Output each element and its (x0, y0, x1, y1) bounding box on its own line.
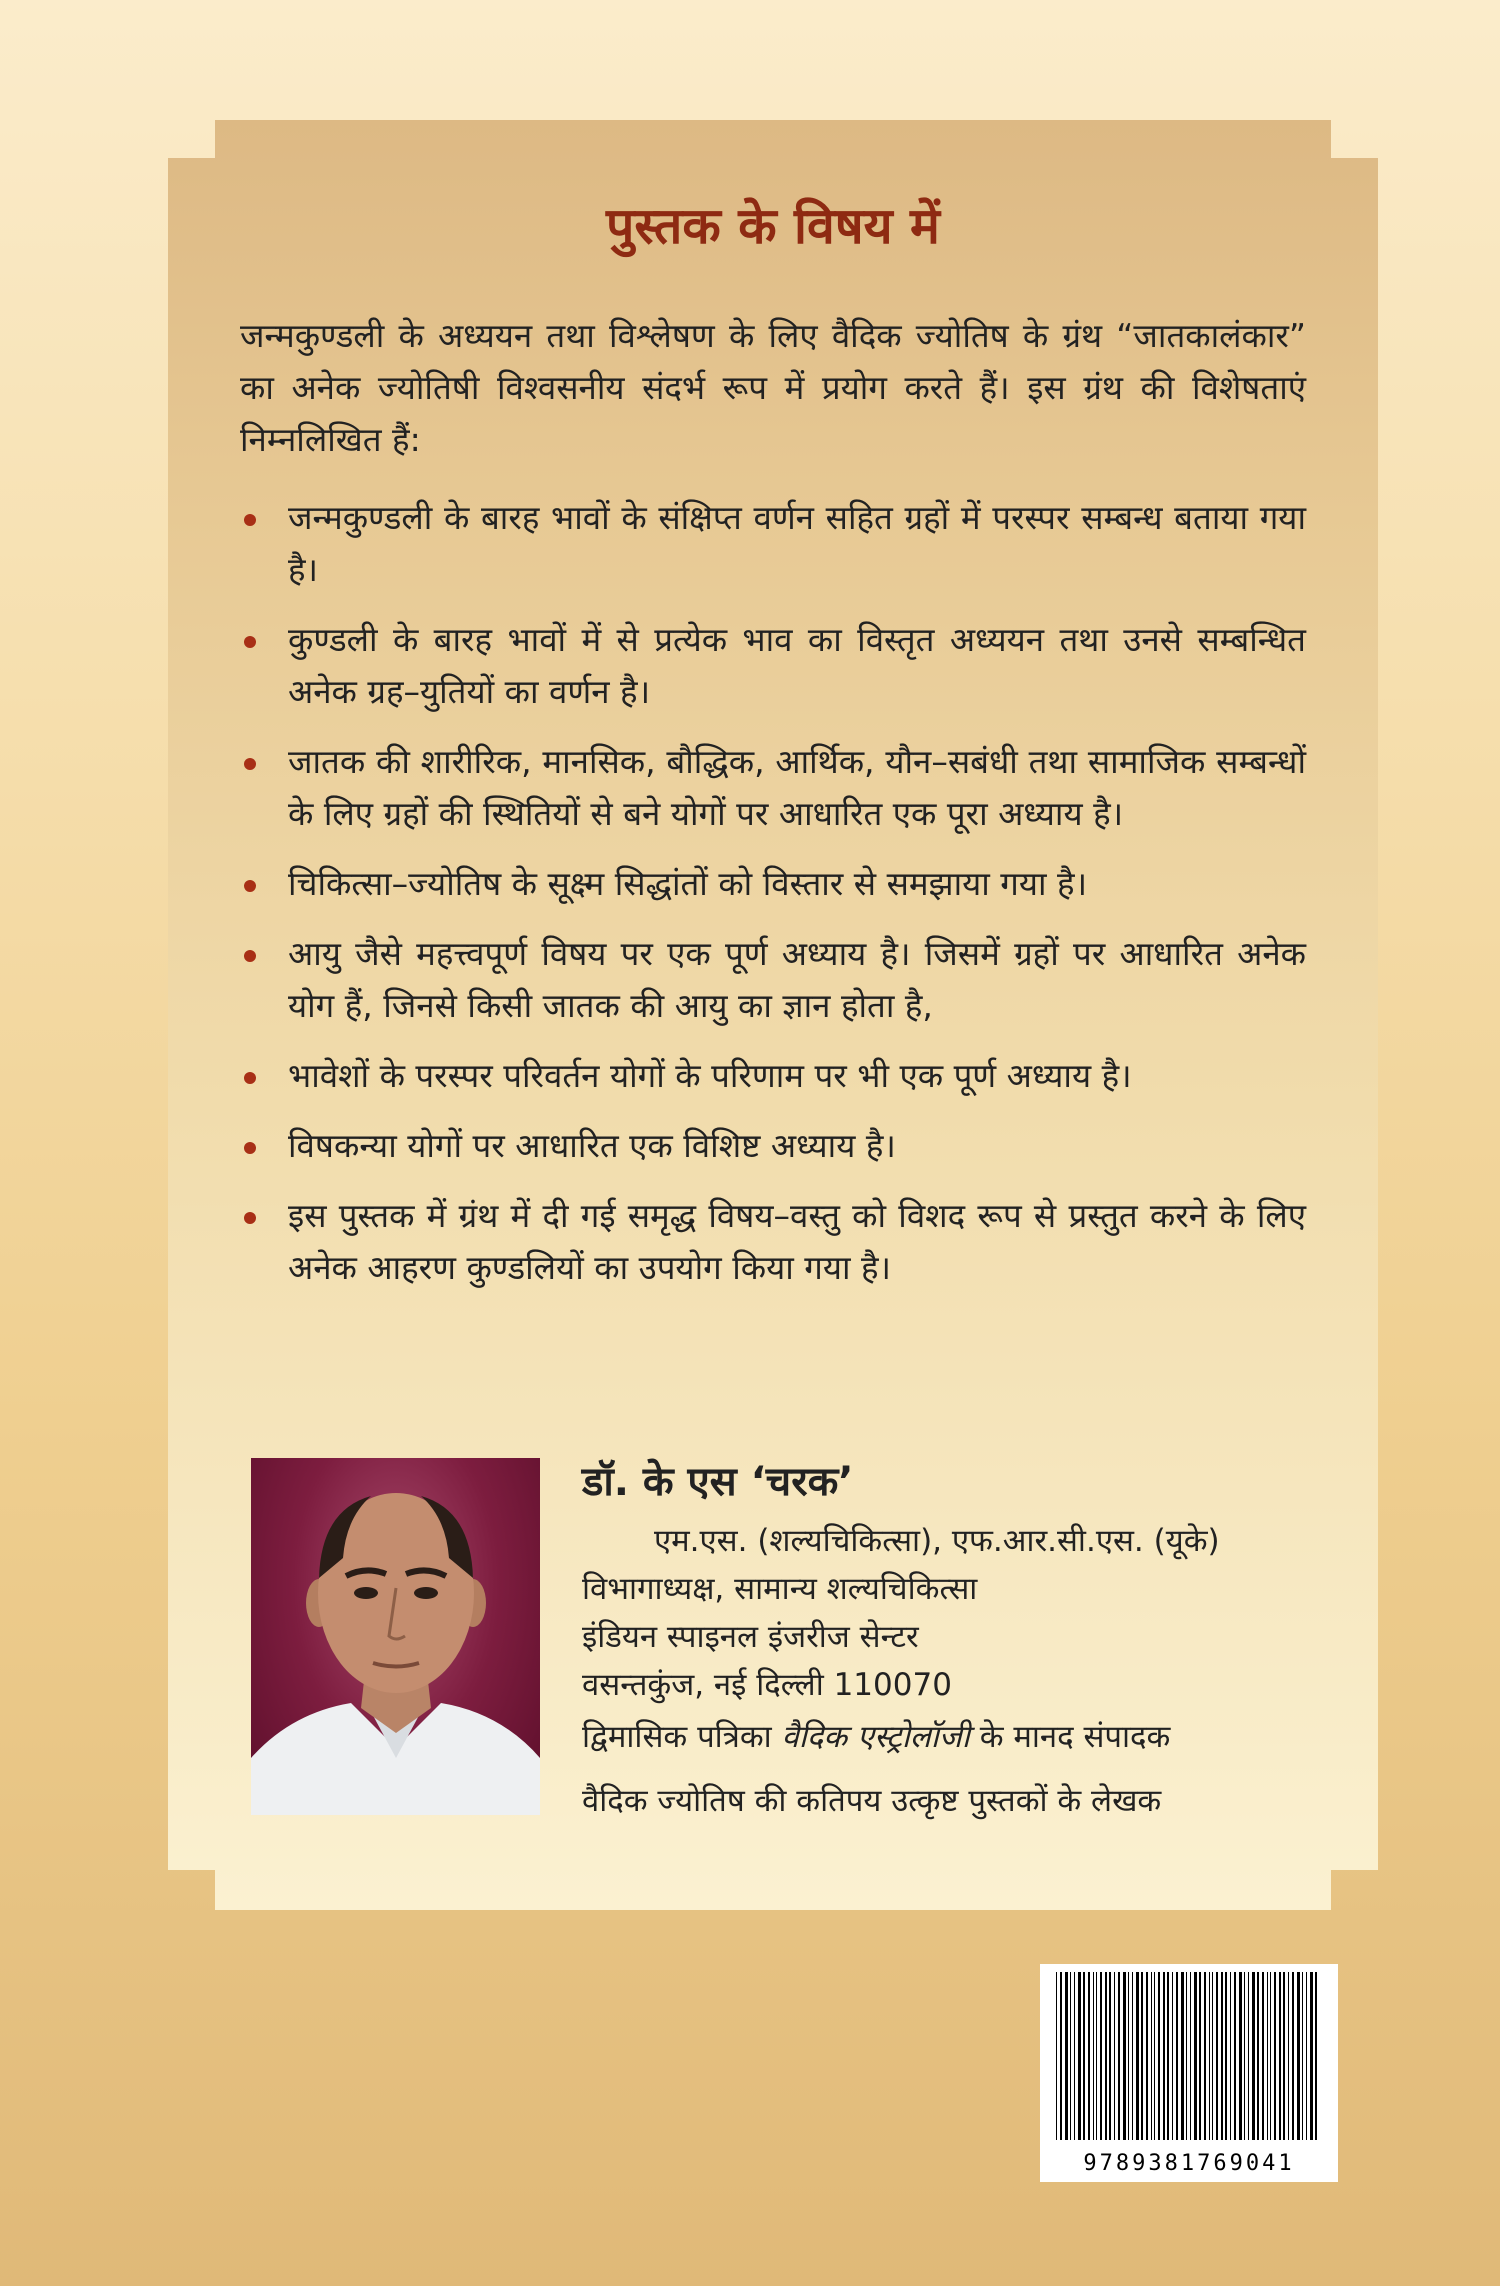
isbn-number: 9789381769041 (1083, 2151, 1295, 2176)
barcode-bar (1194, 1972, 1197, 2140)
list-item-text: चिकित्सा–ज्योतिष के सूक्ष्म सिद्धांतों को विस्तार से समझाया गया है। (288, 864, 1088, 903)
barcode-bar (1146, 1972, 1148, 2140)
list-item-text: आयु जैसे महत्त्वपूर्ण विषय पर एक पूर्ण अध्याय है। जिसमें ग्रहों पर आधारित अनेक योग हैं, जिनसे किसी जातक की आयु का ज्ञान होता है, (288, 934, 1306, 1025)
magazine-suffix: के मानद संपादक (979, 1719, 1171, 1755)
list-item-text: विषकन्या योगों पर आधारित एक विशिष्ट अध्याय है। (288, 1126, 896, 1165)
barcode-bar (1088, 1972, 1090, 2140)
barcode-bar (1065, 1972, 1068, 2140)
barcode-bar (1181, 1972, 1184, 2140)
barcode-bar (1262, 1972, 1264, 2140)
barcode-bar (1288, 1972, 1289, 2140)
magazine-prefix: द्विमासिक पत्रिका (582, 1719, 772, 1755)
author-institute: इंडियन स्पाइनल इंजरीज सेन्टर (582, 1619, 919, 1655)
barcode-bar (1123, 1972, 1126, 2140)
bullet-icon (244, 636, 256, 648)
barcode-bar (1070, 1972, 1071, 2140)
bullet-icon (244, 1072, 256, 1084)
barcode-bar (1239, 1972, 1242, 2140)
barcode-bar (1216, 1972, 1218, 2140)
list-item-text: कुण्डली के बारह भावों में से प्रत्येक भाव का विस्तृत अध्ययन तथा उनसे सम्बन्धित अनेक ग्रह–युतियों का वर्णन है। (288, 620, 1306, 711)
barcode-bar (1302, 1972, 1303, 2140)
list-item-text: जातक की शारीरिक, मानसिक, बौद्धिक, आर्थिक, यौन–सबंधी तथा सामाजिक सम्बन्धों के लिए ग्रहों की स्थितियों से बने योगों पर आधारित एक पूरा अध्याय है। (288, 742, 1306, 833)
barcode-bar (1141, 1972, 1143, 2140)
author-info (582, 1452, 1342, 1825)
barcode-bar (1190, 1972, 1191, 2140)
barcode-bar (1100, 1972, 1102, 2140)
barcode-bar (1136, 1972, 1139, 2140)
barcode-bar (1151, 1972, 1152, 2140)
barcode-bar (1279, 1972, 1281, 2140)
barcode-bar (1128, 1972, 1129, 2140)
barcode-bar (1199, 1972, 1201, 2140)
barcode-bar (1083, 1972, 1085, 2140)
bullet-icon (244, 758, 256, 770)
barcode-bar (1274, 1972, 1276, 2140)
barcode-bar (1297, 1972, 1300, 2140)
barcode-bar (1244, 1972, 1245, 2140)
magazine-name: वैदिक एस्ट्रोलॉजी (781, 1719, 970, 1755)
barcode-bar (1186, 1972, 1187, 2140)
barcode-bar (1221, 1972, 1223, 2140)
barcode-bar (1315, 1972, 1317, 2140)
barcode-bar (1176, 1972, 1178, 2140)
barcode-bar (1292, 1972, 1294, 2140)
list-item (240, 928, 1306, 1032)
barcode-bar (1234, 1972, 1236, 2140)
author-name: डॉ. के एस ‘चरक’ (582, 1459, 854, 1505)
list-item-text: इस पुस्तक में ग्रंथ में दी गई समृद्ध विषय–वस्तु को विशद रूप से प्रस्तुत करने के लिए अनेक आहरण कुण्डलियों का उपयोग किया गया है। (288, 1196, 1306, 1287)
bullet-icon (244, 1142, 256, 1154)
bullet-icon (244, 1212, 256, 1224)
list-item (240, 1050, 1306, 1102)
barcode-bar (1132, 1972, 1133, 2140)
barcode-bar (1154, 1972, 1155, 2140)
author-position: विभागाध्यक्ष, सामान्य शल्यचिकित्सा (582, 1571, 978, 1607)
barcode-bar (1267, 1972, 1268, 2140)
list-item (240, 736, 1306, 840)
barcode-bar (1204, 1972, 1206, 2140)
barcode-bar (1270, 1972, 1271, 2140)
barcode-bar (1096, 1972, 1097, 2140)
barcode-bar (1056, 1972, 1057, 2140)
intro-paragraph: जन्मकुण्डली के अध्ययन तथा विश्लेषण के लिए वैदिक ज्योतिष के ग्रंथ “जातकालंकार” का अनेक ज्योतिषी विश्वसनीय संदर्भ रूप में प्रयोग करते हैं। इस ग्रंथ की विशेषताएं निम्नलिखित हैं: (240, 316, 1306, 459)
page-title: पुस्तक के विषय में (606, 197, 940, 255)
barcode-bar (1248, 1972, 1249, 2140)
barcode-bar (1060, 1972, 1062, 2140)
list-item-text: भावेशों के परस्पर परिवर्तन योगों के परिणाम पर भी एक पूर्ण अध्याय है। (288, 1056, 1132, 1095)
barcode-bar (1257, 1972, 1259, 2140)
list-item (240, 858, 1306, 910)
list-item (240, 1120, 1306, 1172)
barcode-bar (1093, 1972, 1094, 2140)
list-item (240, 614, 1306, 718)
barcode-bar (1167, 1972, 1169, 2140)
isbn-barcode (1040, 1964, 1338, 2182)
author-magazine (582, 1713, 1342, 1761)
barcode-bar (1283, 1972, 1285, 2140)
barcode-bar (1225, 1972, 1227, 2140)
barcode-bar (1163, 1972, 1165, 2140)
author-photo (251, 1458, 540, 1815)
barcode-bar (1230, 1972, 1231, 2140)
barcode-bar (1118, 1972, 1120, 2140)
author-address: वसन्तकुंज, नई दिल्ली 110070 (582, 1667, 952, 1703)
barcode-bar (1172, 1972, 1173, 2140)
barcode-bar (1306, 1972, 1307, 2140)
author-degrees: एम.एस. (शल्यचिकित्सा), एफ.आर.सी.एस. (यूके) (654, 1523, 1220, 1559)
barcode-bars (1054, 1972, 1324, 2140)
feature-list (240, 492, 1306, 1312)
barcode-bar (1105, 1972, 1107, 2140)
barcode-bar (1310, 1972, 1313, 2140)
barcode-bar (1212, 1972, 1213, 2140)
list-item-text: जन्मकुण्डली के बारह भावों के संक्षिप्त वर्णन सहित ग्रहों में परस्पर सम्बन्ध बताया गया है। (288, 498, 1306, 589)
list-item (240, 492, 1306, 596)
bullet-icon (244, 880, 256, 892)
barcode-bar (1109, 1972, 1111, 2140)
barcode-bar (1078, 1972, 1081, 2140)
barcode-bar (1252, 1972, 1255, 2140)
barcode-bar (1209, 1972, 1210, 2140)
barcode-bar (1158, 1972, 1160, 2140)
bullet-icon (244, 950, 256, 962)
barcode-bar (1074, 1972, 1075, 2140)
author-books: वैदिक ज्योतिष की कतिपय उत्कृष्ट पुस्तकों के लेखक (582, 1783, 1162, 1819)
barcode-bar (1114, 1972, 1115, 2140)
bullet-icon (244, 514, 256, 526)
list-item (240, 1190, 1306, 1294)
